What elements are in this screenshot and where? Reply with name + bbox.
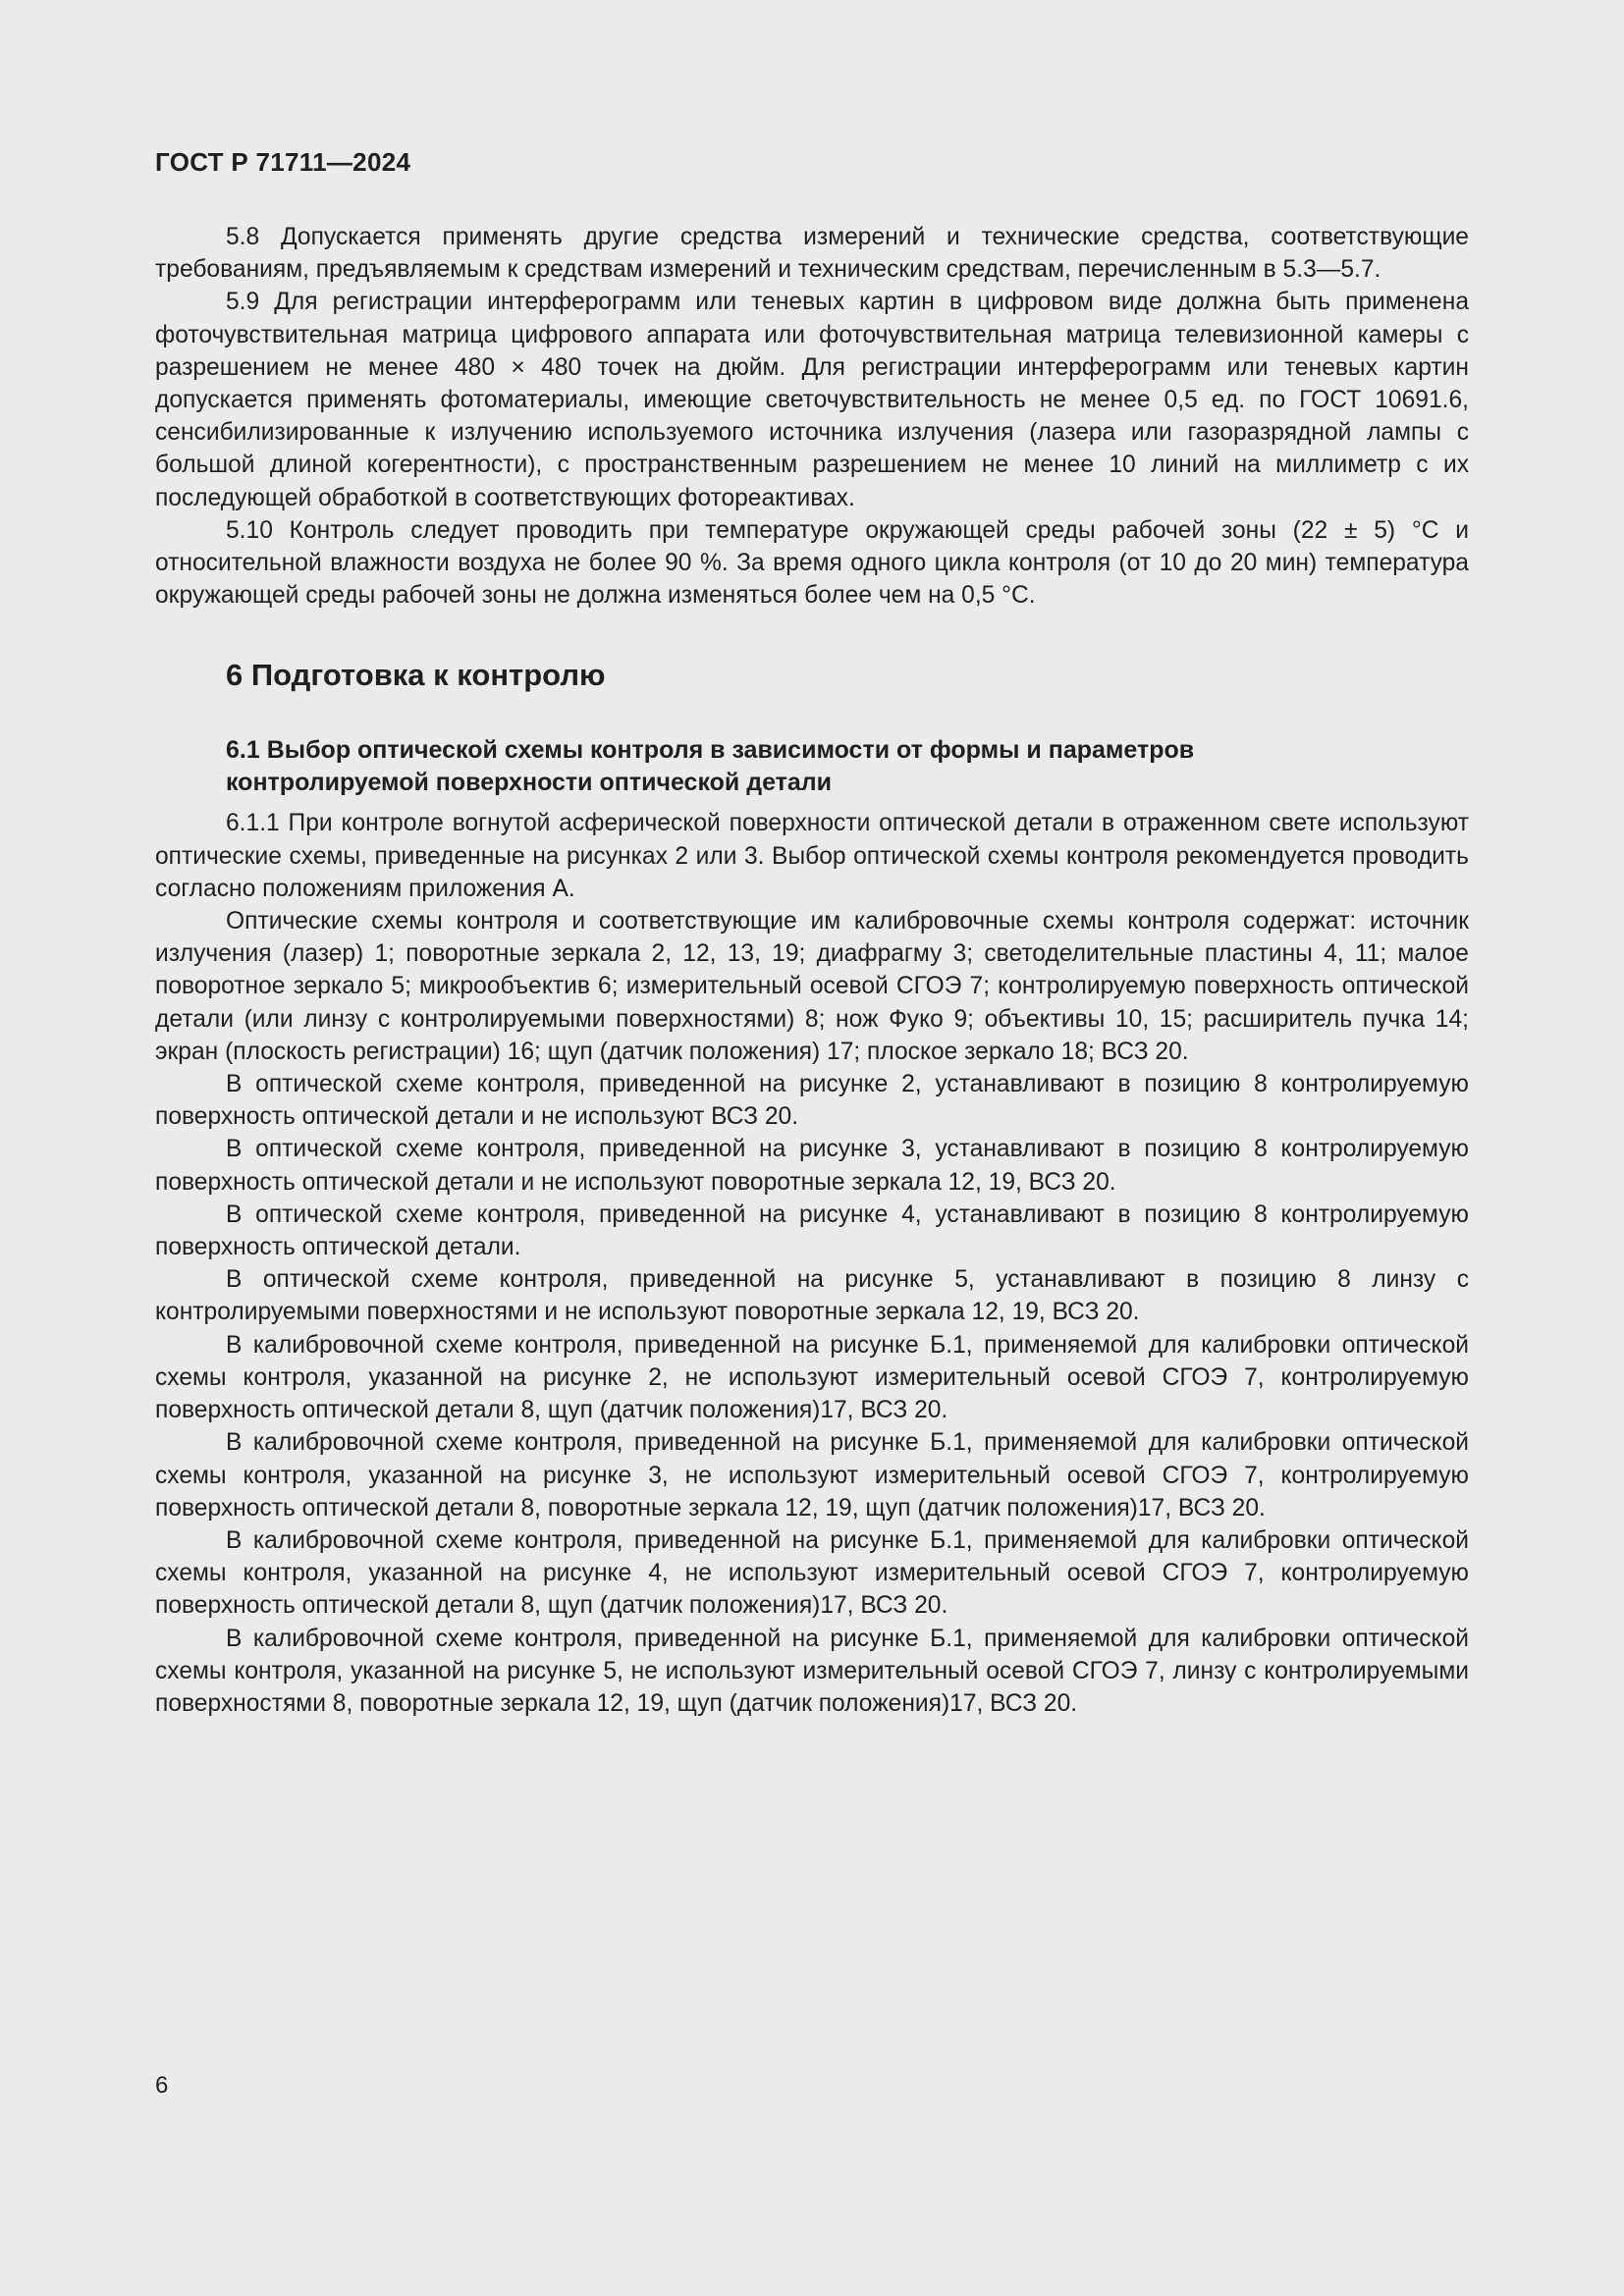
- paragraph-calibration-fig-3: В калибровочной схеме контроля, приведенной на рисунке Б.1, применяемой для калибровки оптической схемы контроля, указанной на рисунке 3, не используют измерительный осевой СГОЭ 7, контролируемую поверхность оптической детали 8, поворотные зеркала 12, 19, щуп (датчик положения)17, ВСЗ 20.: [155, 1429, 1469, 1522]
- section-title: 6 Подготовка к контролю: [226, 658, 606, 693]
- paragraph-figure-3: В оптической схеме контроля, приведенной на рисунке 3, устанавливают в позицию 8 контролируемую поверхность оптической детали и не используют поворотные зеркала 12, 19, ВСЗ 20.: [155, 1136, 1469, 1196]
- paragraph-5-9: 5.9 Для регистрации интерферограмм или теневых картин в цифровом виде должна быть применена фоточувствительная матрица цифрового аппарата или фоточувствительная матрица телевизионной камеры с разрешением не менее 480 × 480 точек на дюйм. Для регистрации интерферограмм или теневых картин допускается применять фотоматериалы, имеющие светочувствительность не менее 0,5 ед. по ГОСТ 10691.6, сенсибилизированные к излучению используемого источника излучения (лазера или газоразрядной лампы с большой длиной когерентности), с пространственным разрешением не менее 10 линий на миллиметр с их последующей обработкой в соответствующих фотореактивах.: [155, 289, 1469, 511]
- paragraph-figure-2: В оптической схеме контроля, приведенной на рисунке 2, устанавливают в позицию 8 контролируемую поверхность оптической детали и не используют ВСЗ 20.: [155, 1071, 1469, 1131]
- paragraph-calibration-fig-2: В калибровочной схеме контроля, приведенной на рисунке Б.1, применяемой для калибровки оптической схемы контроля, указанной на рисунке 2, не используют измерительный осевой СГОЭ 7, контролируемую поверхность оптической детали 8, щуп (датчик положения)17, ВСЗ 20.: [155, 1331, 1469, 1424]
- paragraph-figure-4: В оптической схеме контроля, приведенной на рисунке 4, устанавливают в позицию 8 контролируемую поверхность оптической детали.: [155, 1201, 1469, 1261]
- paragraph-figure-5: В оптической схеме контроля, приведенной на рисунке 5, устанавливают в позицию 8 линзу с контролируемыми поверхностями и не используют поворотные зеркала 12, 19, ВСЗ 20.: [155, 1266, 1469, 1326]
- document-body: [155, 221, 1469, 1720]
- paragraph-calibration-fig-5: В калибровочной схеме контроля, приведенной на рисунке Б.1, применяемой для калибровки оптической схемы контроля, указанной на рисунке 5, не используют измерительный осевой СГОЭ 7, линзу с контролируемыми поверхностями 8, поворотные зеркала 12, 19, щуп (датчик положения)17, ВСЗ 20.: [155, 1625, 1469, 1717]
- paragraph-calibration-fig-4: В калибровочной схеме контроля, приведенной на рисунке Б.1, применяемой для калибровки оптической схемы контроля, указанной на рисунке 4, не используют измерительный осевой СГОЭ 7, контролируемую поверхность оптической детали 8, щуп (датчик положения)17, ВСЗ 20.: [155, 1526, 1469, 1620]
- paragraph-5-8: 5.8 Допускается применять другие средства измерений и технические средства, соответствующие требованиям, предъявляемым к средствам измерений и техническим средствам, перечисленным в 5.3—5.7.: [155, 224, 1469, 284]
- page-number: 6: [155, 2072, 169, 2099]
- document-header: ГОСТ Р 71711—2024: [155, 147, 411, 177]
- subsection-title-line-2: контролируемой поверхности оптической детали: [226, 769, 833, 797]
- subsection-title-line-1: 6.1 Выбор оптической схемы контроля в зависимости от формы и параметров: [226, 736, 1195, 765]
- paragraph-5-10: 5.10 Контроль следует проводить при температуре окружающей среды рабочей зоны (22 ± 5) °С и относительной влажности воздуха не более 90 %. За время одного цикла контроля (от 10 до 20 мин) температура окружающей среды рабочей зоны не должна изменяться более чем на 0,5 °С.: [155, 516, 1469, 610]
- paragraph-schemes-composition: Оптические схемы контроля и соответствующие им калибровочные схемы контроля содержат: источник излучения (лазер) 1; поворотные зеркала 2, 12, 13, 19; диафрагму 3; светоделительные пластины 4, 11; малое поворотное зеркало 5; микрообъектив 6; измерительный осевой СГОЭ 7; контролируемую поверхность оптической детали (или линзу с контролируемыми поверхностями) 8; нож Фуко 9; объективы 10, 15; расширитель пучка 14; экран (плоскость регистрации) 16; щуп (датчик положения) 17; плоское зеркало 18; ВСЗ 20.: [155, 908, 1469, 1065]
- subsection-title: [226, 734, 1469, 799]
- paragraph-6-1-1: 6.1.1 При контроле вогнутой асферической поверхности оптической детали в отраженном свете используют оптические схемы, приведенные на рисунках 2 или 3. Выбор оптической схемы контроля рекомендуется проводить согласно положениям приложения А.: [155, 810, 1469, 902]
